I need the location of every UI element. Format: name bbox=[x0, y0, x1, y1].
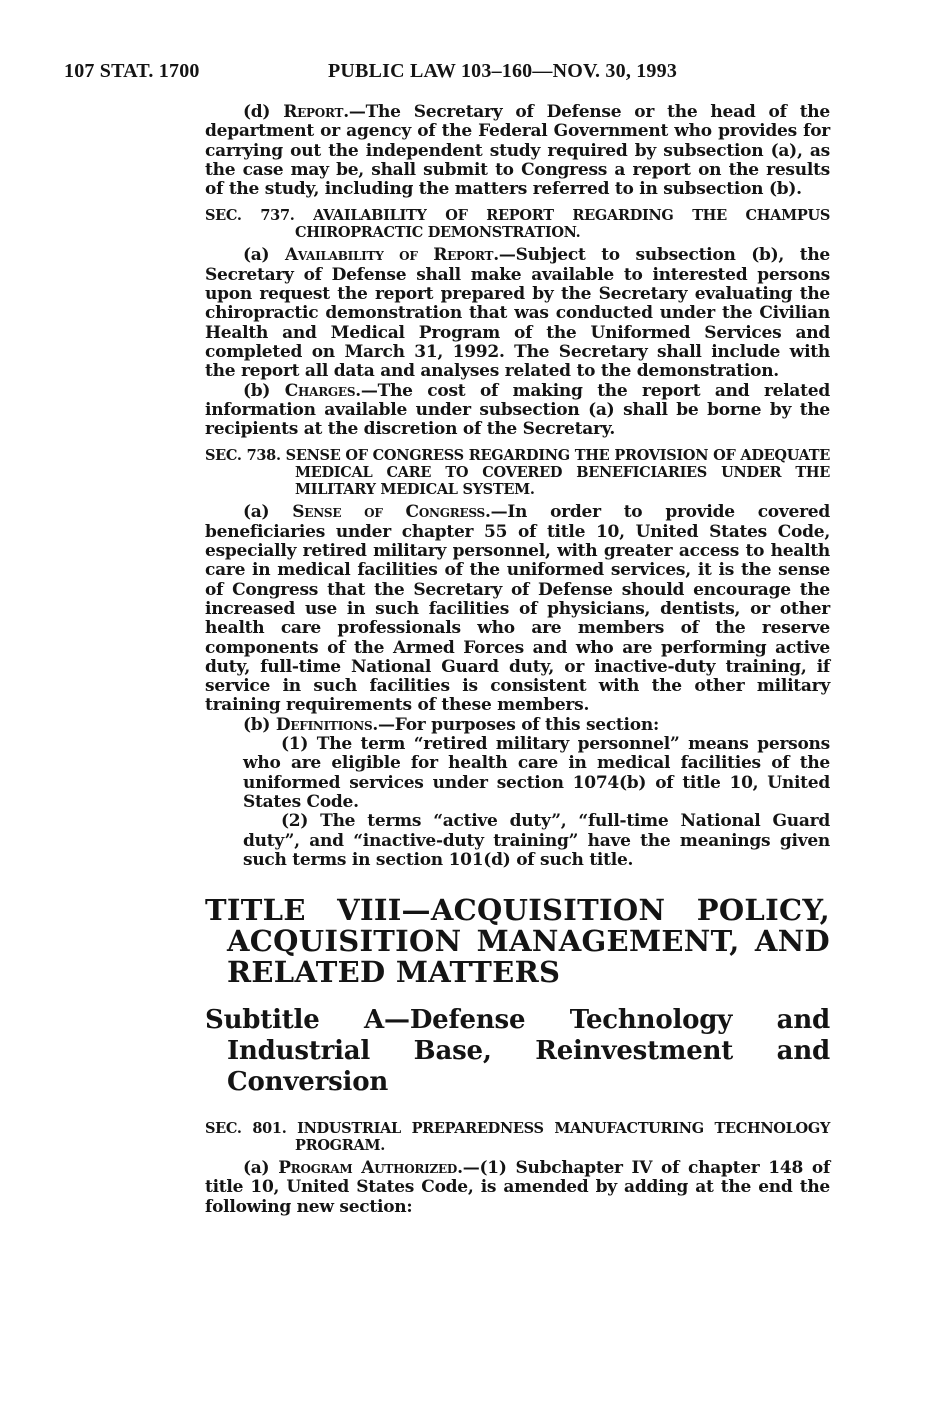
page-header bbox=[64, 60, 824, 88]
definition-item-1: (1) The term “retired military personnel” means persons who are eligible for health care in medical facilities of the uniformed services under section 1074(b) of title 10, United States Code. bbox=[243, 734, 830, 812]
title-viii-heading: TITLE VIII—ACQUISITION POLICY, ACQUISITION MANAGEMENT, AND RELATED MATTERS bbox=[205, 893, 830, 990]
section-737-heading: SEC. 737. AVAILABILITY OF REPORT REGARDING THE CHAMPUS CHIROPRACTIC DEMONSTRATION. bbox=[205, 207, 830, 242]
statute-reference: 107 STAT. 1700 bbox=[64, 60, 200, 82]
sec737-subsection-b: (b) Charges.—The cost of making the report and related information available under subsection (a) shall be borne by the recipients at the discretion of the Secretary. bbox=[205, 380, 830, 440]
document-body bbox=[205, 103, 830, 1217]
subsection-heading: Report bbox=[283, 102, 344, 122]
law-reference: PUBLIC LAW 103–160—NOV. 30, 1993 bbox=[328, 60, 678, 82]
sec738-subsection-b: (b) Definitions.—For purposes of this section: bbox=[243, 714, 659, 735]
subtitle-a-heading: Subtitle A—Defense Technology and Industrial Base, Reinvestment and Conversion bbox=[205, 1005, 830, 1098]
subsection-heading: Program Authorized bbox=[278, 1158, 458, 1179]
section-738-heading: SEC. 738. SENSE OF CONGRESS REGARDING THE PROVISION OF ADEQUATE MEDICAL CARE TO COVERED BENEFICIARIES UNDER THE MILITARY MEDICAL SYSTEM. bbox=[205, 447, 830, 499]
subsection-d-report: (d) Report.—The Secretary of Defense or the head of the department or agency of the Federal Government who provides for carrying out the independent study required by subsection (a), as the case may be, shall submit to Congress a report on the results of the study, including the matters referred to in subsection (b). bbox=[205, 102, 830, 200]
subsection-heading: Charges bbox=[284, 380, 356, 401]
definition-item-2: (2) The terms “active duty”, “full-time National Guard duty”, and “inactive-duty training” have the meanings given such terms in section 101(d) of such title. bbox=[243, 811, 830, 870]
sec801-subsection-a: (a) Program Authorized.—(1) Subchapter IV of chapter 148 of title 10, United States Code, is amended by adding at the end the following new section: bbox=[205, 1158, 831, 1217]
subsection-heading: Availability of Report bbox=[284, 245, 494, 266]
sec738-subsection-a: (a) Sense of Congress.—In order to provide covered beneficiaries under chapter 55 of title 10, United States Code, especially retired military personnel, with greater access to health care in medical facilities of the uniformed services, it is the sense of Congress that the Secretary of Defense should encourage the increased use in such facilities of physicians, dentists, or other health care professionals who are members of the reserve components of the Armed Forces and who are performing active duty, full-time National Guard duty, or inactive-duty training, if service in such facilities is consistent with the other military training requirements of these members. bbox=[205, 502, 830, 716]
subsection-heading: Definitions bbox=[275, 714, 373, 735]
section-801-heading: SEC. 801. INDUSTRIAL PREPAREDNESS MANUFACTURING TECHNOLOGY PROGRAM. bbox=[205, 1120, 830, 1155]
subsection-heading: Sense of Congress bbox=[292, 502, 485, 523]
sec737-subsection-a: (a) Availability of Report.—Subject to subsection (b), the Secretary of Defense shall make available to interested persons upon request the report prepared by the Secretary evaluating the chiropractic demonstration that was conducted under the Civilian Health and Medical Program of the Uniformed Services and completed on March 31, 1992. The Secretary shall include with the report all data and analyses related to the demonstration. bbox=[205, 245, 830, 382]
